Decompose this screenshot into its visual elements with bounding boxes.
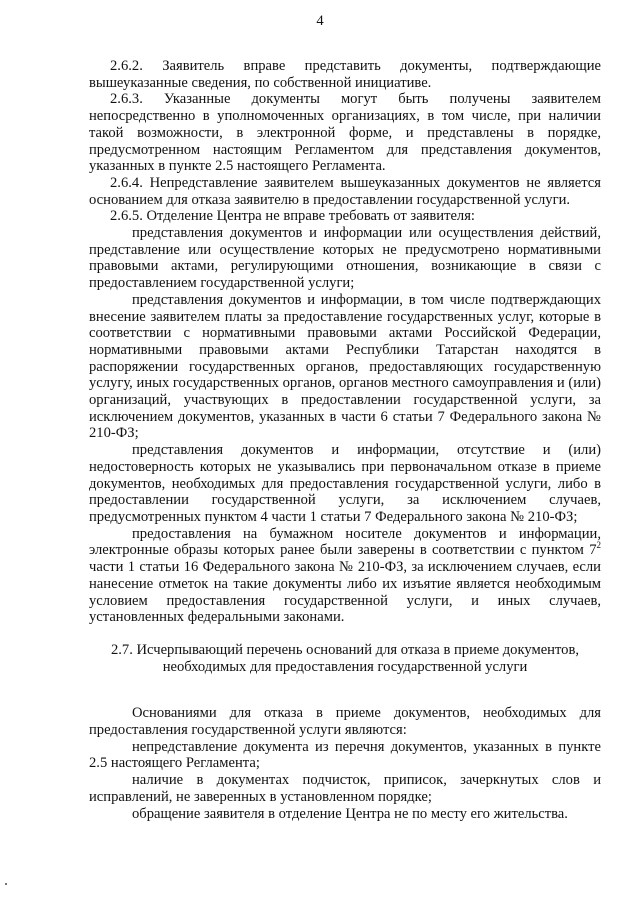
- paragraph-2-6-4: 2.6.4. Непредставление заявителем вышеуказанных документов не является основанием для отказа заявителю в предоставлении государственной услуги.: [89, 174, 601, 208]
- list-item-ground-1: непредставление документа из перечня документов, указанных в пункте 2.5 настоящего Регламента;: [89, 738, 601, 772]
- page-number: 4: [316, 13, 324, 29]
- section-heading-line-2: необходимых для предоставления государственной услуги: [162, 658, 528, 675]
- list-item-actions: представления документов и информации или осуществления действий, представление или осуществление которых не предусмотрено нормативными правовыми актами, регулирующими отношения, возникающие в связи с предоставлением государственной услуги;: [89, 225, 601, 292]
- superscript: 2: [596, 540, 601, 551]
- paragraph-grounds: Основаниями для отказа в приеме документов, необходимых для предоставления государственной услуги являются:: [89, 705, 601, 739]
- list-item-ground-3: обращение заявителя в отделение Центра не по месту его жительства.: [132, 805, 568, 822]
- paragraph-text-after-sup: части 1 статьи 16 Федерального закона № 210-ФЗ, за исключением случаев, если нанесение отметок на такие документы либо их изъятие является необходимым условием предоставления государственной услуги, и иных случаев, установленных федеральными законами.: [89, 559, 601, 626]
- section-heading: [89, 642, 601, 675]
- spacer: [89, 626, 601, 642]
- list-item-first-refusal: представления документов и информации, отсутствие и (или) недостоверность которых не указывались при первоначальном отказе в приеме документов, необходимых для предоставления государственной услуги, либо в предоставлении государственной услуги, за исключением случаев, предусмотренных пунктом 4 части 1 статьи 7 Федерального закона № 210-ФЗ;: [89, 442, 601, 525]
- list-item-paper-documents: [89, 526, 601, 626]
- paragraph-2-6-3: 2.6.3. Указанные документы могут быть получены заявителем непосредственно в уполномоченных организациях, в том числе, при наличии такой возможности, в электронной форме, и представлены в порядке, предусмотренном настоящим Регламентом для представления документов, указанных в пункте 2.5 настоящего Регламента.: [89, 91, 601, 175]
- paragraph-2-6-2: 2.6.2. Заявитель вправе представить документы, подтверждающие вышеуказанные сведения, по собственной инициативе.: [89, 58, 601, 91]
- section-heading-line-1: 2.7. Исчерпывающий перечень оснований для отказа в приеме документов,: [110, 641, 580, 658]
- list-item-documents: представления документов и информации, в том числе подтверждающих внесение заявителем платы за предоставление государственных услуг, которые в соответствии с нормативными правовыми актами Российской Федерации, нормативными правовыми актами Республики Татарстан находятся в распоряжении государственных органов, предоставляющих государственную услугу, иных государственных органов, органов местного самоуправления и (или) организаций, участвующих в предоставлении государственной услуги, за исключением документов, указанных в части 6 статьи 7 Федерального закона № 210-ФЗ;: [89, 291, 601, 442]
- spacer: [89, 675, 601, 705]
- document-body: [89, 58, 601, 822]
- scan-mark: [5, 883, 7, 885]
- list-item-ground-2: наличие в документах подчисток, приписок, зачеркнутых слов и исправлений, не заверенных в установленном порядке;: [89, 772, 601, 805]
- paragraph-2-6-5: 2.6.5. Отделение Центра не вправе требовать от заявителя:: [110, 208, 475, 225]
- paragraph-text-before-sup: предоставления на бумажном носителе документов и информации, электронные образы которых ранее были заверены в соответствии с пунктом 7: [89, 525, 601, 559]
